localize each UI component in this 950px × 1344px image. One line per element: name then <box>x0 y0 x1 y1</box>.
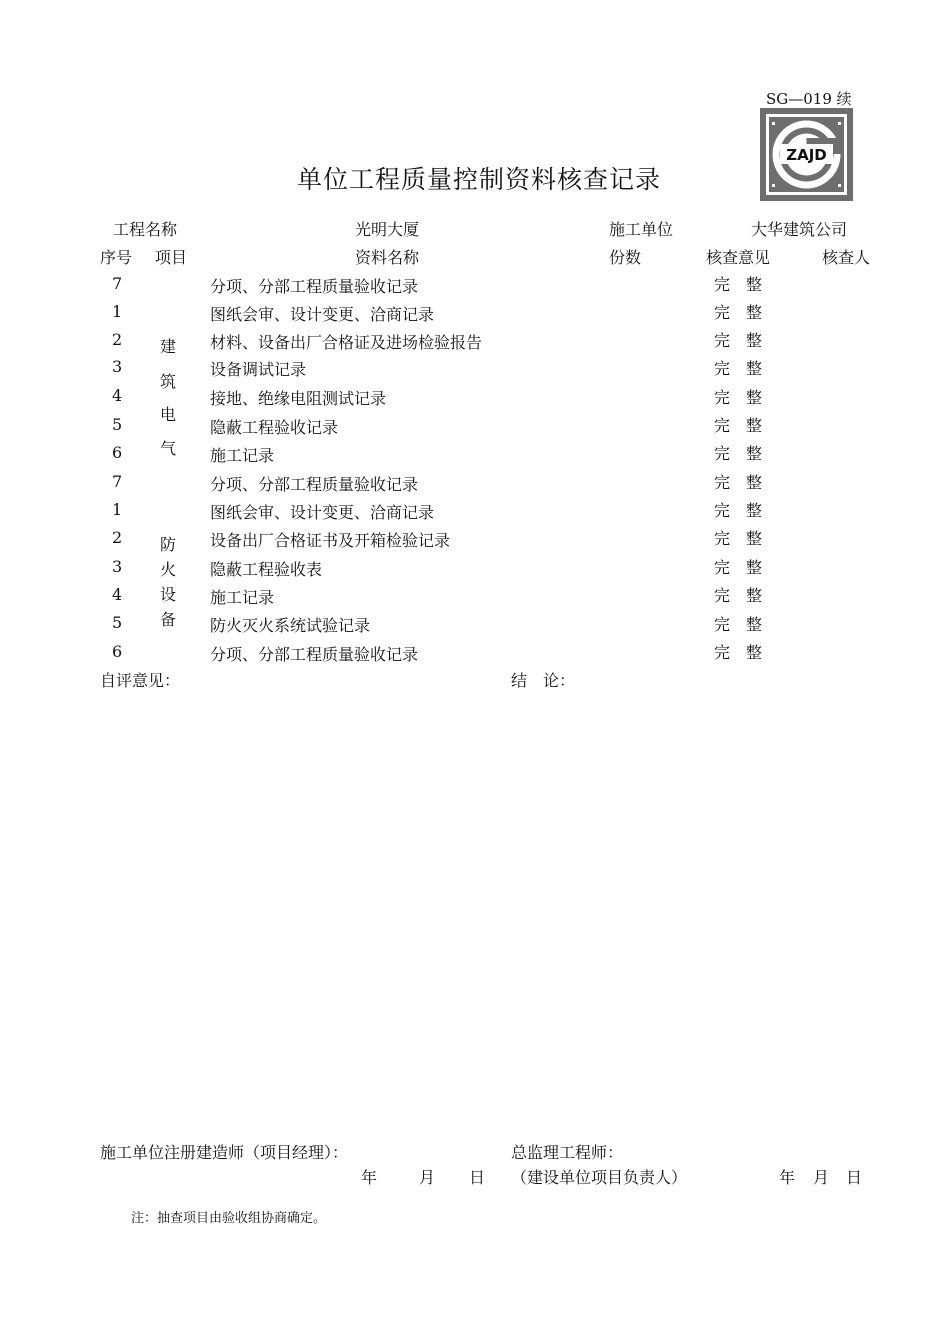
footnote: 注：抽查项目由验收组协商确定。 <box>131 1211 327 1226</box>
form-code: SG—019 续 <box>766 90 852 108</box>
row-no: 5 <box>112 415 123 434</box>
row-no: 2 <box>112 330 123 349</box>
col-doc: 资料名称 <box>355 248 420 267</box>
row-opinion: 完 整 <box>714 501 763 520</box>
row-doc: 图纸会审、设计变更、洽商记录 <box>210 305 435 324</box>
row-doc: 施工记录 <box>210 588 275 607</box>
row-no: 7 <box>112 472 123 491</box>
row-doc: 材料、设备出厂合格证及进场检验报告 <box>210 333 483 352</box>
col-copies: 份数 <box>609 248 642 267</box>
contractor-sign-label: 施工单位注册建造师（项目经理）： <box>100 1143 349 1162</box>
page-title: 单位工程质量控制资料核查记录 <box>297 165 662 194</box>
date-year: 年 <box>361 1168 378 1187</box>
row-opinion: 完 整 <box>714 303 763 322</box>
company-logo <box>760 108 853 201</box>
group-char: 筑 <box>160 372 177 391</box>
group-char: 设 <box>160 585 177 604</box>
row-doc: 图纸会审、设计变更、洽商记录 <box>210 503 435 522</box>
row-no: 4 <box>112 386 123 405</box>
row-no: 3 <box>112 557 123 576</box>
row-doc: 设备调试记录 <box>210 360 307 379</box>
row-doc: 隐蔽工程验收记录 <box>210 418 339 437</box>
row-opinion: 完 整 <box>714 359 763 378</box>
group-char: 建 <box>160 337 177 356</box>
contractor-value: 大华建筑公司 <box>751 220 848 239</box>
col-checker: 核查人 <box>822 248 871 267</box>
row-doc: 防火灭火系统试验记录 <box>210 616 371 635</box>
row-no: 5 <box>112 613 123 632</box>
date-month: 月 <box>813 1168 830 1187</box>
group-char: 备 <box>160 610 177 629</box>
date-month: 月 <box>419 1168 436 1187</box>
contractor-label: 施工单位 <box>609 220 674 239</box>
supervisor-sign-label: 总监理工程师： <box>511 1143 624 1162</box>
row-doc: 隐蔽工程验收表 <box>210 560 323 579</box>
row-doc: 接地、绝缘电阻测试记录 <box>210 389 387 408</box>
row-opinion: 完 整 <box>714 416 763 435</box>
row-no: 7 <box>112 274 123 293</box>
row-doc: 分项、分部工程质量验收记录 <box>210 645 419 664</box>
col-opinion: 核查意见 <box>706 248 771 267</box>
group-char: 气 <box>160 439 177 458</box>
row-no: 3 <box>112 357 123 376</box>
group-char: 防 <box>160 535 177 554</box>
group-char: 火 <box>160 560 177 579</box>
row-opinion: 完 整 <box>714 473 763 492</box>
row-opinion: 完 整 <box>714 275 763 294</box>
row-opinion: 完 整 <box>714 444 763 463</box>
row-no: 6 <box>112 443 123 462</box>
logo-text: ZAJD <box>786 146 827 164</box>
row-no: 6 <box>112 642 123 661</box>
row-opinion: 完 整 <box>714 529 763 548</box>
conclusion-label: 结 论： <box>511 671 576 690</box>
owner-rep-label: （建设单位项目负责人） <box>511 1168 688 1187</box>
date-day: 日 <box>469 1168 486 1187</box>
row-opinion: 完 整 <box>714 331 763 350</box>
row-doc: 设备出厂合格证书及开箱检验记录 <box>210 531 451 550</box>
project-name-label: 工程名称 <box>113 220 178 239</box>
row-no: 1 <box>112 500 123 519</box>
row-no: 4 <box>112 585 123 604</box>
row-opinion: 完 整 <box>714 388 763 407</box>
self-eval-label: 自评意见： <box>100 671 181 690</box>
row-doc: 施工记录 <box>210 446 275 465</box>
col-no: 序号 <box>100 248 133 267</box>
row-opinion: 完 整 <box>714 643 763 662</box>
col-item: 项目 <box>155 248 188 267</box>
group-char: 电 <box>160 405 177 424</box>
row-doc: 分项、分部工程质量验收记录 <box>210 475 419 494</box>
row-doc: 分项、分部工程质量验收记录 <box>210 277 419 296</box>
project-name-value: 光明大厦 <box>355 220 420 239</box>
date-day: 日 <box>846 1168 863 1187</box>
row-opinion: 完 整 <box>714 558 763 577</box>
date-year: 年 <box>779 1168 796 1187</box>
row-no: 1 <box>112 302 123 321</box>
row-no: 2 <box>112 528 123 547</box>
row-opinion: 完 整 <box>714 615 763 634</box>
row-opinion: 完 整 <box>714 586 763 605</box>
